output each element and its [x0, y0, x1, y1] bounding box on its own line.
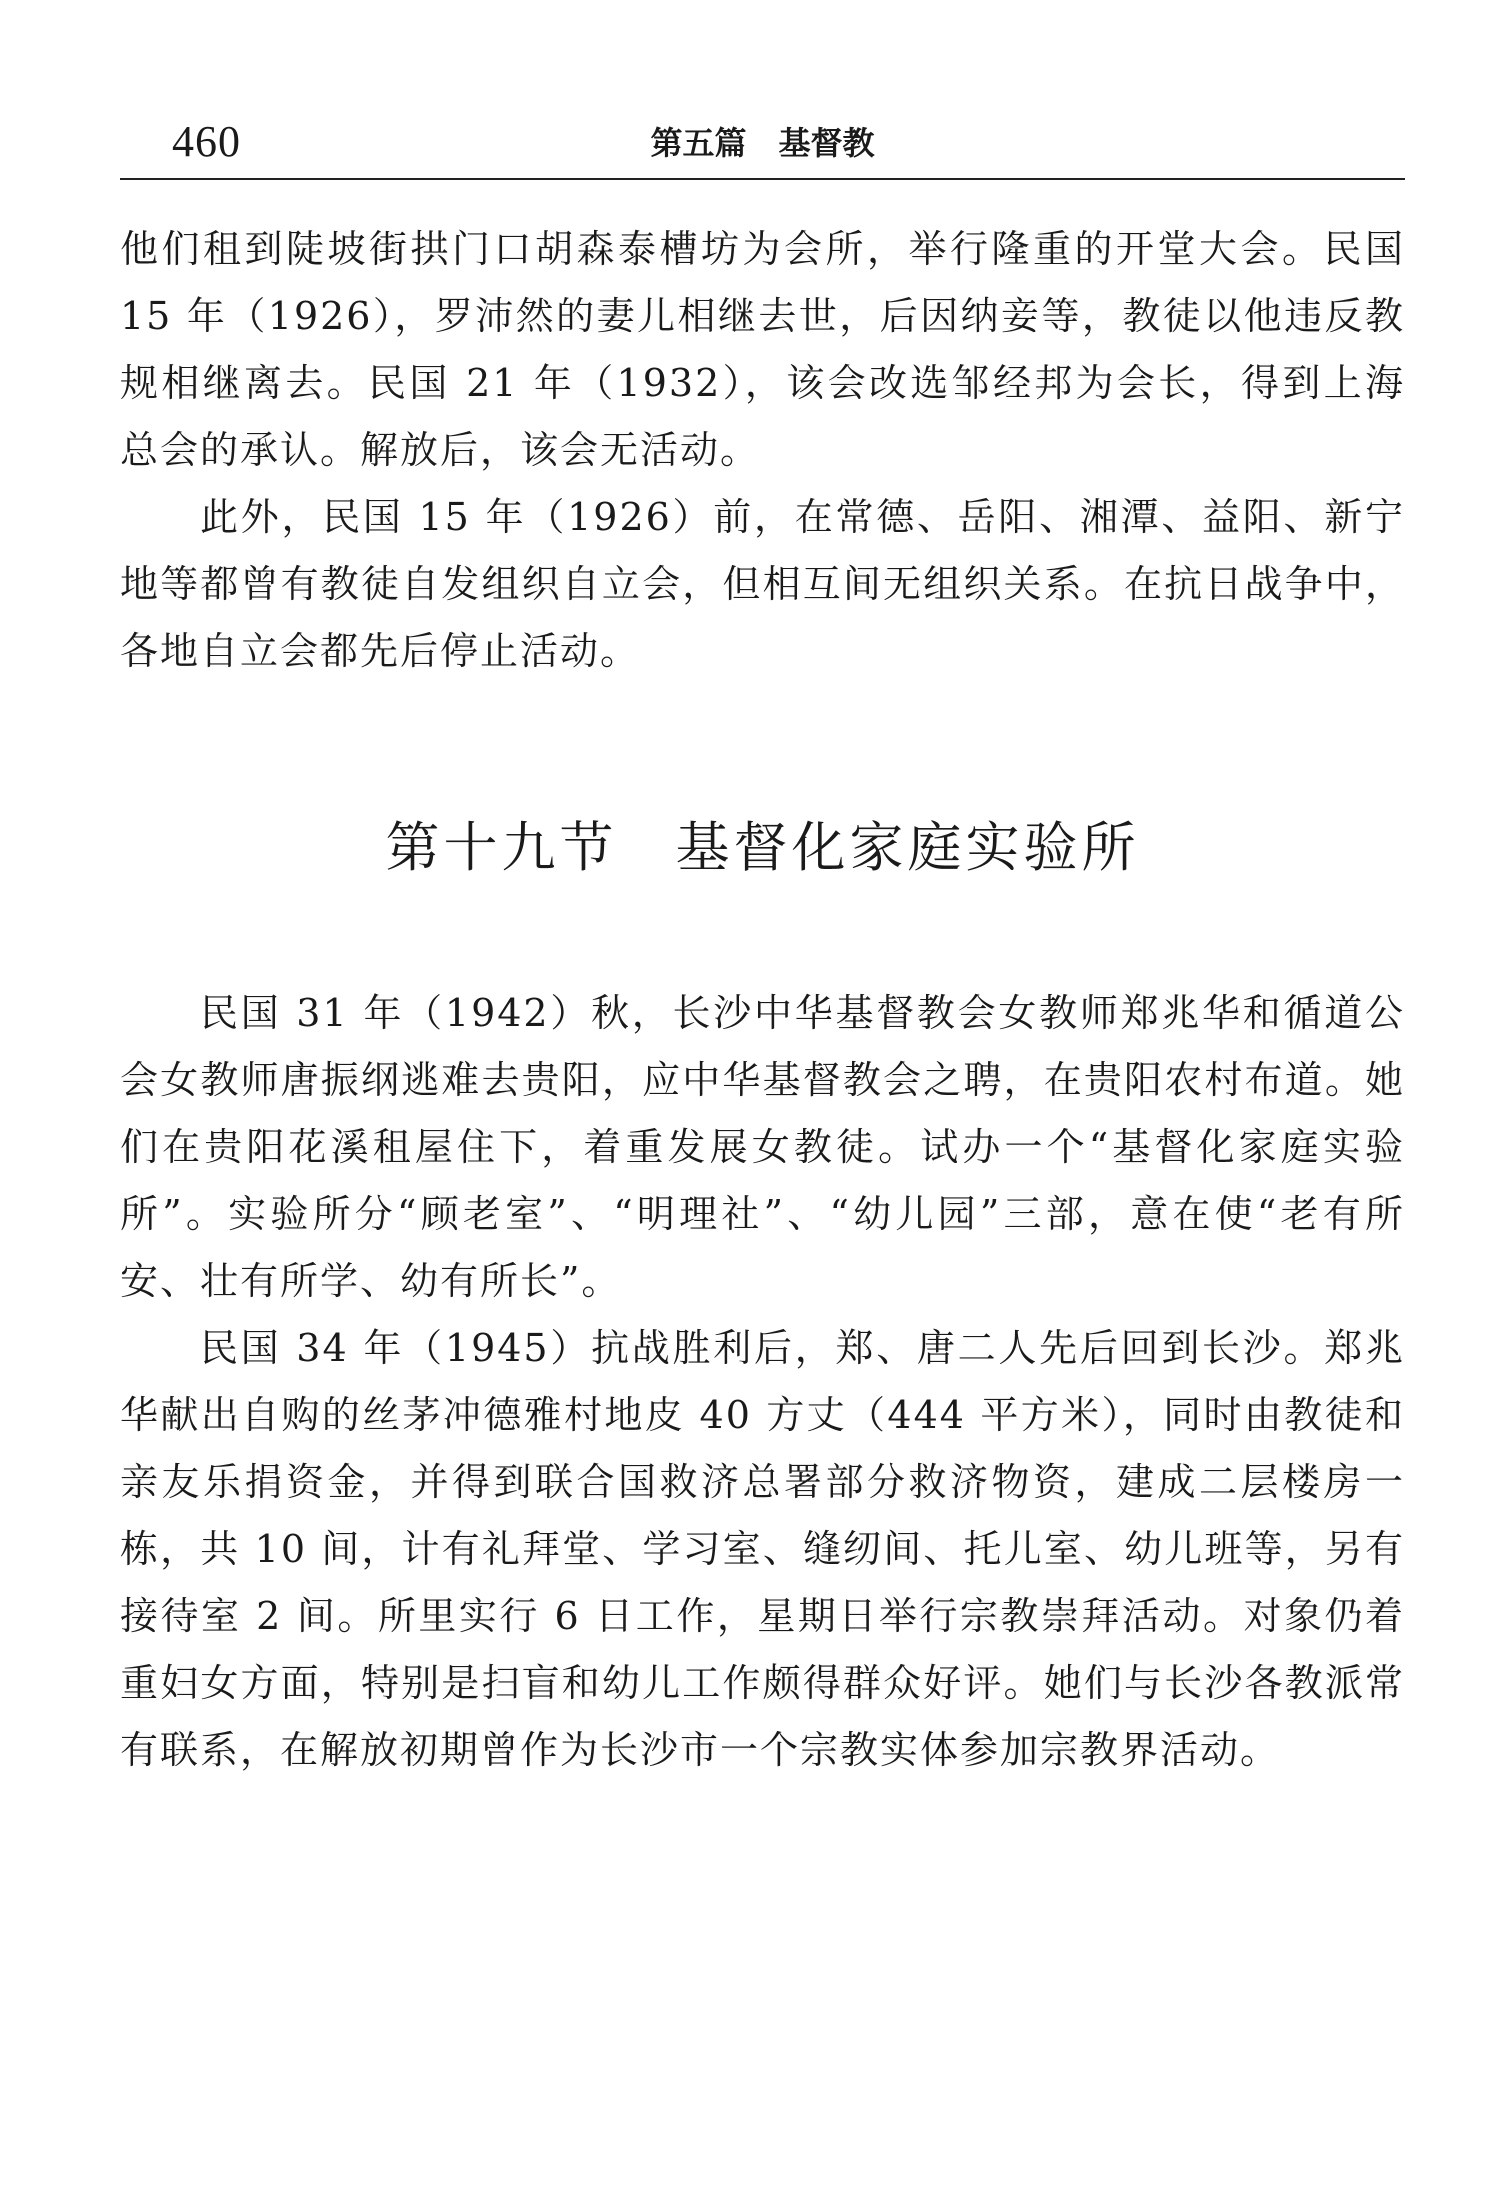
- previous-section-text: [120, 216, 1405, 685]
- paragraph: 此外，民国 15 年（1926）前，在常德、岳阳、湘潭、益阳、新宁地等都曾有教徒自发组织自立会，但相互间无组织关系。在抗日战争中，各地自立会都先后停止活动。: [120, 495, 1405, 673]
- paragraph: 他们租到陡坡街拱门口胡森泰槽坊为会所，举行隆重的开堂大会。民国 15 年（1926），罗沛然的妻儿相继去世，后因纳妾等，教徒以他违反教规相继离去。民国 21 年（1932），该会改选邹经邦为会长，得到上海总会的承认。解放后，该会无活动。: [120, 227, 1405, 472]
- section-body: [120, 980, 1405, 1784]
- paragraph: 民国 31 年（1942）秋，长沙中华基督教会女教师郑兆华和循道公会女教师唐振纲逃难去贵阳，应中华基督教会之聘，在贵阳农村布道。她们在贵阳花溪租屋住下，着重发展女教徒。试办一个“基督化家庭实验所”。实验所分“顾老室”、“明理社”、“幼儿园”三部，意在使“老有所安、壮有所学、幼有所长”。: [120, 991, 1405, 1303]
- header-rule: [120, 178, 1405, 180]
- paragraph: 民国 34 年（1945）抗战胜利后，郑、唐二人先后回到长沙。郑兆华献出自购的丝茅冲德雅村地皮 40 方丈（444 平方米），同时由教徒和亲友乐捐资金，并得到联合国救济总署部分救济物资，建成二层楼房一栋，共 10 间，计有礼拜堂、学习室、缝纫间、托儿室、幼儿班等，另有接待室 2 间。所里实行 6 日工作，星期日举行宗教崇拜活动。对象仍着重妇女方面，特别是扫盲和幼儿工作颇得群众好评。她们与长沙各教派常有联系，在解放初期曾作为长沙市一个宗教实体参加宗教界活动。: [120, 1326, 1405, 1772]
- page-number: 460: [172, 117, 241, 166]
- page-header: [120, 112, 1405, 178]
- running-head: 第五篇 基督教: [650, 124, 875, 162]
- section-title: 第十九节 基督化家庭实验所: [385, 816, 1140, 879]
